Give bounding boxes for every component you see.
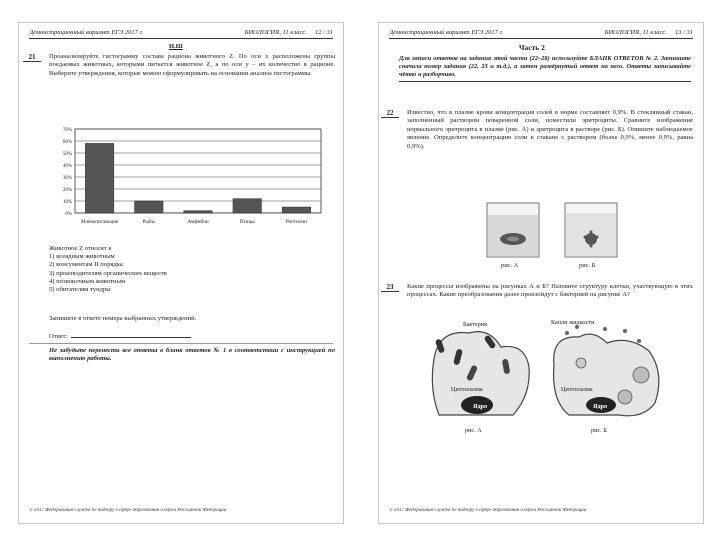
y-tick-label: 20% xyxy=(62,188,72,193)
page-header xyxy=(389,29,693,39)
y-tick-label: 50% xyxy=(62,152,72,157)
beakers-figure xyxy=(479,199,629,261)
y-tick-label: 30% xyxy=(62,176,72,181)
label-nucleus-a: Ядро xyxy=(473,403,488,410)
question-text: Проанализируйте гистограмму состава рациона животного Z. По оси x расположены группы поедаемых животных, которыми питается животное Z, а по оси y – их количество в рационе. Выберите утверждения, которые можно сформулировать на основании анализа гистограммы. xyxy=(49,53,335,77)
beaker-a xyxy=(487,203,539,257)
page-header xyxy=(29,29,333,39)
option-1: 1) всеядным животным xyxy=(49,253,115,261)
answer-label: Ответ: xyxy=(49,333,68,340)
answer-line xyxy=(49,333,191,340)
bar-5 xyxy=(282,207,311,213)
option-4: 4) позвоночным животным xyxy=(49,277,126,285)
vesicle xyxy=(633,367,649,383)
answer-field[interactable] xyxy=(71,337,191,338)
cell-figures xyxy=(429,319,669,423)
fig23-a-caption: рис. А xyxy=(465,427,482,434)
part-title: Часть 2 xyxy=(519,43,545,52)
y-tick-label: 10% xyxy=(62,200,72,205)
fig-a-caption: рис. А xyxy=(501,262,519,269)
question-number-22: 22 xyxy=(381,109,399,118)
label-bacteria: Бактерия xyxy=(463,321,487,328)
header-page: 12 / 31 xyxy=(314,29,333,36)
part-instructions: Для записи ответов на задания этой части (22–28) используйте БЛАНК ОТВЕТОВ № 2. Запишите сначала номер задания (22, 23 и т.д.), а затем развёрнутый ответ на него. Ответы записывайте чётко и разборчиво. xyxy=(399,55,691,82)
header-subject: БИОЛОГИЯ, 11 класс. xyxy=(244,29,307,36)
header-title: Демонстрационный вариант ЕГЭ 2017 г. xyxy=(389,29,504,36)
bar-1 xyxy=(85,143,114,213)
option-2: 2) консументам II порядка xyxy=(49,261,123,269)
label-cytoplasm-a: Цитоплазма xyxy=(451,386,483,393)
y-tick-label: 70% xyxy=(62,128,72,133)
x-tick-label: Млекопитающие xyxy=(80,219,119,225)
diet-histogram xyxy=(49,123,329,238)
left-page xyxy=(18,22,344,524)
beaker-b xyxy=(565,203,617,257)
label-liquid: Капли жидкости xyxy=(551,319,595,326)
x-tick-label: Птицы xyxy=(239,219,255,225)
y-tick-label: 40% xyxy=(62,164,72,169)
question-22-text: Известно, что в плазме крови концентрация солей в норме составляет 0,9%. В стеклянный стакан, заполненный раствором поваренной соли, поместили эритроциты. Сравните изображение нормального эритроцита в плазме (рис. А) и эритроцита в растворе (рис. Б). Опишите наблюдаемое явление. Определите концентрацию соли в стакане с раствором (более 0,9%, менее 0,9%, равна 0,9%). xyxy=(407,109,693,150)
page-footer: © 2017 Федеральная служба по надзору в сфере образования и науки Российской Федерации xyxy=(29,508,227,513)
fig23-b-caption: рис. Б xyxy=(591,427,607,434)
bar-3 xyxy=(184,211,213,213)
page-footer: © 2017 Федеральная служба по надзору в сфере образования и науки Российской Федерации xyxy=(389,508,587,513)
option-3: 3) производителям органических веществ xyxy=(49,269,167,277)
bar-2 xyxy=(135,201,164,213)
header-title: Демонстрационный вариант ЕГЭ 2017 г. xyxy=(29,29,144,36)
y-tick-label: 60% xyxy=(62,140,72,145)
question-23-text: Какие процессы изображены на рисунках А и Б? Назовите структуру клетки, участвующую в этих процессах. Какие преобразования далее произойдут с бактерией на рисунке А? xyxy=(407,283,693,299)
label-cytoplasm-b: Цитоплазма xyxy=(561,386,593,393)
right-page xyxy=(378,22,704,524)
section-mark: И.Ш xyxy=(169,43,183,50)
x-tick-label: Рептилии xyxy=(285,219,307,225)
x-tick-label: Амфибии xyxy=(187,219,209,225)
header-page: 13 / 31 xyxy=(674,29,693,36)
question-number-23: 23 xyxy=(381,283,399,292)
option-5: 5) обитателям тундры xyxy=(49,286,111,294)
header-subject: БИОЛОГИЯ, 11 класс. xyxy=(604,29,667,36)
options-block xyxy=(49,245,167,294)
instruction: Запишите в ответе номера выбранных утверждений. xyxy=(49,315,197,322)
bar-4 xyxy=(233,199,262,213)
fig-b-caption: рис. Б xyxy=(579,262,596,269)
question-number: 21 xyxy=(23,53,41,62)
x-tick-label: Рыбы xyxy=(142,219,156,225)
divider xyxy=(29,343,333,344)
erythrocyte-shrunk xyxy=(585,233,597,245)
y-tick-label: 0% xyxy=(65,212,72,217)
transfer-note: Не забудьте перенести все ответы в бланк ответов № 1 в соответствии с инструкцией по выполнению работы. xyxy=(49,347,335,363)
label-nucleus-b: Ядро xyxy=(593,403,608,410)
options-prompt: Животное Z относят к xyxy=(49,245,112,252)
